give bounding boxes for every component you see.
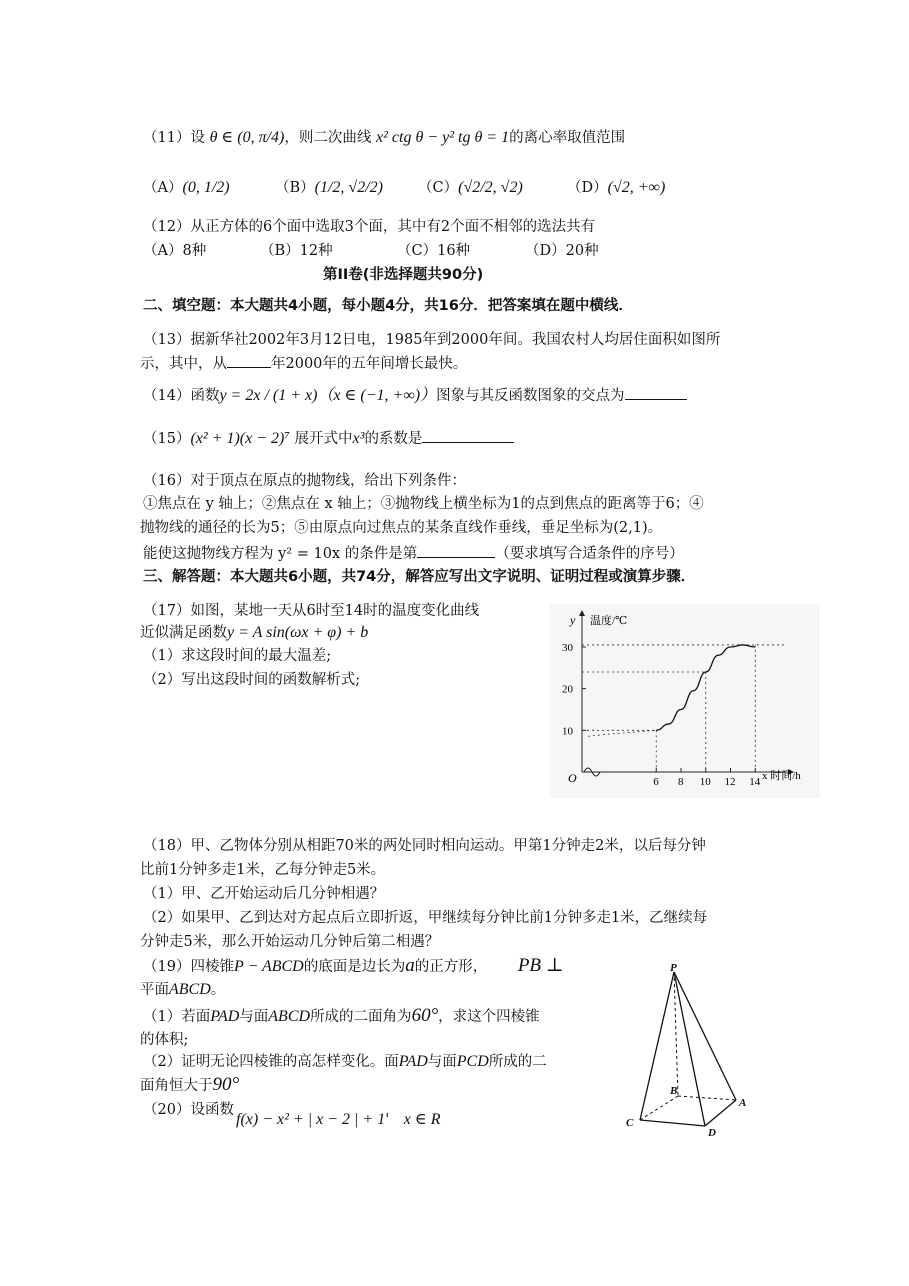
q19-item2-cont: 面角恒大于90° bbox=[140, 1074, 240, 1095]
q20-label: （20）设函数 bbox=[143, 1102, 234, 1118]
origin-label: O bbox=[568, 771, 577, 785]
q16-line4: 能使这抛物线方程为 y² = 10x 的条件是第 （要求填写合适条件的序号） bbox=[143, 543, 684, 564]
q18-item2b: 分钟走5米，那么开始运动几分钟后第二相遇？ bbox=[140, 934, 440, 950]
q15-stem: （15）(x² + 1)(x − 2)⁷ 展开式中x³的系数是 bbox=[143, 428, 514, 449]
q12-stem: （12）从正方体的6个面中选取3个面，其中有2个面不相邻的选法共有 bbox=[143, 219, 596, 235]
y-axis-label: 温度/℃ bbox=[590, 615, 628, 627]
q16-line3: 抛物线的通径的长为5；⑤由原点向过焦点的某条直线作垂线，垂足坐标为(2,1)。 bbox=[140, 520, 663, 536]
q16-line2: ①焦点在 y 轴上；②焦点在 x 轴上；③抛物线上横坐标为1的点到焦点的距离等于6；④ bbox=[143, 496, 704, 512]
x-tick-label-8: 8 bbox=[678, 776, 684, 788]
q17-item1: （1）求这段时间的最大温差; bbox=[143, 648, 332, 664]
q11-option-b: （B）(1/2, √2/2) bbox=[275, 179, 383, 196]
part2-title: 第II卷(非选择题共90分) bbox=[323, 267, 484, 283]
q19-item2: （2）证明无论四棱锥的高怎样变化。面PAD与面PCD所成的二 bbox=[143, 1053, 547, 1070]
q18-item2a: （2）如果甲、乙到达对方起点后立即折返，甲继续每分钟比前1分钟多走1米，乙继续每 bbox=[143, 910, 708, 926]
y-axis-letter: y bbox=[570, 613, 576, 627]
x-tick-label-6: 6 bbox=[653, 776, 659, 788]
temperature-chart bbox=[550, 604, 820, 798]
x-axis-label: x 时间/h bbox=[762, 770, 801, 782]
q14-stem: （14）函数y = 2x / (1 + x)（x ∈ (−1, +∞)）图象与其反函数图象的交点为 bbox=[143, 385, 687, 406]
x-tick-label-12: 12 bbox=[724, 776, 736, 788]
vertex-b-label: B bbox=[670, 1085, 678, 1097]
q16-blank[interactable] bbox=[417, 543, 495, 558]
x-tick-label-14: 14 bbox=[749, 776, 761, 788]
vertex-p-label: P bbox=[670, 962, 677, 974]
q11-stem: （11）设 θ ∈ (0, π/4)，则二次曲线 x² ctg θ − y² tg θ = 1的离心率取值范围 bbox=[143, 129, 626, 146]
section2-heading: 二、填空题：本大题共4小题，每小题4分，共16分．把答案填在题中横线． bbox=[143, 298, 633, 314]
vertex-c-label: C bbox=[626, 1117, 634, 1129]
vertex-a-label: A bbox=[739, 1097, 747, 1109]
q18-line1: （18）甲、乙物体分别从相距70米的两处同时相向运动。甲第1分钟走2米，以后每分钟 bbox=[143, 838, 706, 854]
q14-blank[interactable] bbox=[625, 385, 687, 400]
q11-option-c: （C）(√2/2, √2) bbox=[418, 179, 523, 196]
q12-option-b: （B）12种 bbox=[260, 243, 333, 259]
x-tick-label-10: 10 bbox=[699, 776, 711, 788]
y-tick-label-10: 10 bbox=[562, 725, 573, 738]
q19-item1: （1）若面PAD与面ABCD所成的二面角为60°，求这个四棱锥 bbox=[143, 1005, 540, 1026]
q17-item2: （2）写出这段时间的函数解析式; bbox=[143, 672, 361, 688]
q13-blank[interactable] bbox=[227, 353, 271, 368]
q15-blank[interactable] bbox=[422, 428, 514, 443]
pyramid-figure bbox=[620, 960, 780, 1140]
q18-item1: （1）甲、乙开始运动后几分钟相遇？ bbox=[143, 886, 385, 902]
q20-function: f(x) − x² + | x − 2 | + 1' x ∈ R bbox=[236, 1111, 441, 1128]
q16-line1: （16）对于顶点在原点的抛物线，给出下列条件： bbox=[143, 473, 466, 489]
y-tick-label-30: 30 bbox=[562, 642, 573, 654]
q11-option-d: （D）(√2, +∞) bbox=[567, 179, 666, 196]
q12-option-d: （D）20种 bbox=[525, 243, 599, 259]
q12-option-a: （A）8种 bbox=[143, 243, 207, 259]
vertex-d-label: D bbox=[708, 1127, 716, 1139]
q15-expression: (x² + 1)(x − 2)⁷ bbox=[190, 430, 290, 447]
y-tick-label-20: 20 bbox=[562, 683, 573, 696]
q17-formula: y = A sin(ωx + φ) + b bbox=[227, 624, 369, 641]
q19-item1-cont: 的体积; bbox=[140, 1032, 189, 1048]
q11-condition: θ ∈ (0, π/4) bbox=[209, 129, 285, 146]
q17-line1: （17）如图，某地一天从6时至14时的温度变化曲线 bbox=[143, 603, 480, 619]
section3-heading: 三、解答题：本大题共6小题，共74分，解答应写出文字说明、证明过程或演算步骤． bbox=[143, 569, 696, 585]
q19-line1: （19）四棱锥P − ABCD的底面是边长为a的正方形， PB ⊥ bbox=[143, 955, 564, 976]
q12-option-c: （C）16种 bbox=[397, 243, 471, 259]
q13-line1: （13）据新华社2002年3月12日电，1985年到2000年间。我国农村人均居住面积如图所 bbox=[143, 332, 721, 348]
q11-option-a: （A）(0, 1/2) bbox=[143, 179, 230, 196]
q19-line2: 平面ABCD。 bbox=[140, 981, 226, 998]
q13-line2: 示，其中，从 年2000年的五年间增长最快。 bbox=[140, 353, 467, 374]
q18-line2: 比前1分钟多走1米，乙每分钟走5米。 bbox=[140, 862, 386, 878]
q11-curve: x² ctg θ − y² tg θ = 1 bbox=[376, 129, 510, 146]
q17-line2: 近似满足函数y = A sin(ωx + φ) + b bbox=[140, 624, 369, 641]
q14-function: y = 2x / (1 + x) bbox=[219, 387, 318, 404]
